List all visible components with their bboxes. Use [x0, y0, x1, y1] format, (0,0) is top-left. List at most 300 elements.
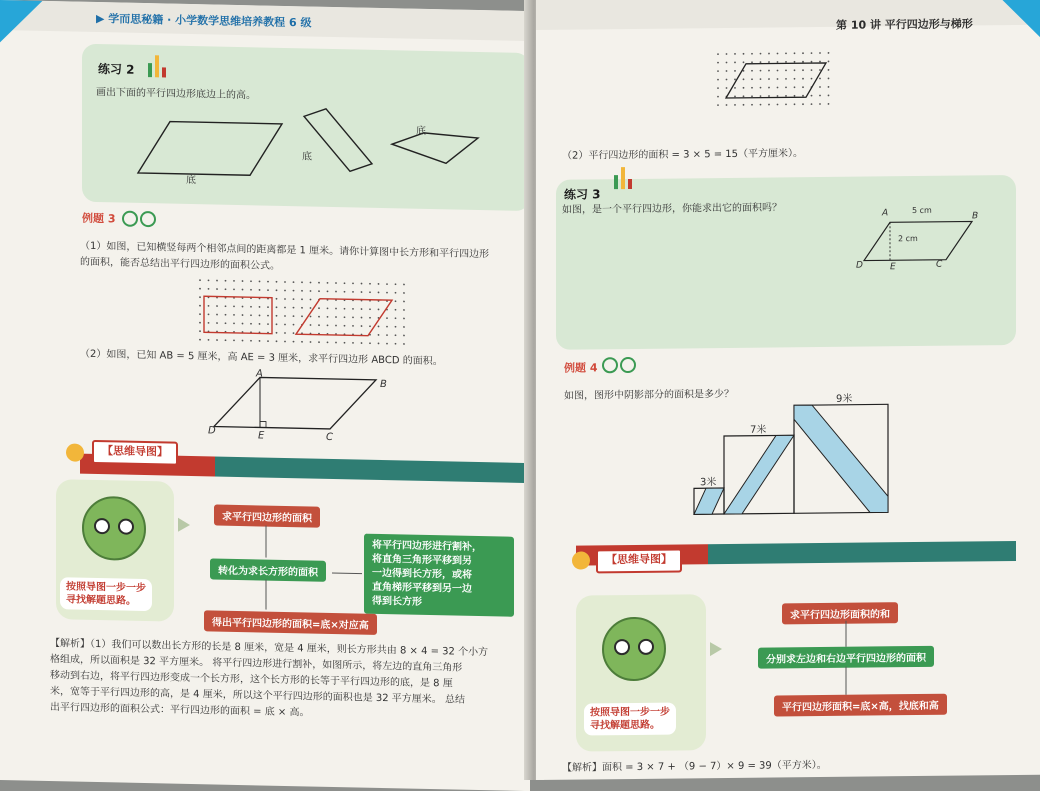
grid-dot [352, 325, 354, 327]
grid-dot [794, 52, 796, 54]
grid-dot [777, 78, 779, 80]
grid-dot [369, 342, 371, 344]
glasses-icon [122, 211, 156, 226]
grid-dot [403, 343, 405, 345]
grid-dot [811, 52, 813, 54]
grid-dot [284, 324, 286, 326]
grid-dot [361, 342, 363, 344]
rectangle-shape [204, 296, 272, 333]
grid-dot [802, 61, 804, 63]
grid-dot [284, 341, 286, 343]
grid-dot [403, 309, 405, 311]
grid-dot [378, 309, 380, 311]
dim-3m: 3米 [700, 477, 717, 489]
grid-dot [743, 61, 745, 63]
grid-dot [785, 52, 787, 54]
grid-dot [378, 283, 380, 285]
analysis-line-4: 米，宽等于平行四边形的高，是 4 厘米，所以这个平行四边形的面积也是 32 平方厘米。 总结 [50, 686, 465, 706]
grid-dot [233, 305, 235, 307]
grid-dot [743, 78, 745, 80]
grid-dot [259, 306, 261, 308]
grid-dot [395, 326, 397, 328]
grid-dot [768, 78, 770, 80]
analysis-line-5: 出平行四边形的面积公式：平行四边形的面积 = 底 × 高。 [50, 702, 310, 719]
grid-dot [242, 314, 244, 316]
grid-dot [335, 308, 337, 310]
grid-dot [403, 318, 405, 320]
grid-dot [276, 298, 278, 300]
grid-dot [242, 323, 244, 325]
grid-dot [352, 291, 354, 293]
grid-dot [785, 95, 787, 97]
cut-paste-line: 将平行四边形进行割补， [372, 539, 482, 554]
grid-dot [293, 315, 295, 317]
practice2-prompt: 画出下面的平行四边形底边上的高。 [96, 87, 256, 102]
grid-dot [225, 305, 227, 307]
mindmap-box-convert: 转化为求长方形的面积 [210, 558, 326, 581]
grid-dot [216, 288, 218, 290]
grid-dot [819, 61, 821, 63]
arrow-right-icon [178, 518, 190, 532]
grid-dot [276, 315, 278, 317]
grid-dot [267, 281, 269, 283]
grid-dot [794, 78, 796, 80]
grid-dot [327, 307, 329, 309]
grid-dot [293, 290, 295, 292]
glasses-icon [602, 357, 636, 371]
grid-dot [344, 325, 346, 327]
grid-dot [242, 340, 244, 342]
grid-dot [811, 78, 813, 80]
grid-dot [233, 280, 235, 282]
example3-label: 例题 3 [82, 211, 116, 226]
point-B: B [380, 378, 387, 391]
grid-dot [768, 87, 770, 89]
grid-dot [386, 334, 388, 336]
grid-dot [267, 340, 269, 342]
grid-dot [768, 61, 770, 63]
grid-dot [819, 52, 821, 54]
grid-dot [369, 325, 371, 327]
p3-point-B: B [972, 211, 979, 222]
grid-dot [318, 290, 320, 292]
base-label-3: 底 [416, 125, 426, 137]
grid-dot [199, 330, 201, 332]
grid-dot [726, 87, 728, 89]
grid-dot [344, 282, 346, 284]
analysis-line-1: 【解析】（1）我们可以数出长方形的长是 8 厘米，宽是 4 厘米，则长方形共由 8 × 4 = 32 个小方 [50, 638, 489, 659]
guide-line-1: 按照导图一步一步 [66, 581, 146, 595]
grid-dot [225, 280, 227, 282]
grid-dot [242, 306, 244, 308]
grid-dot [768, 70, 770, 72]
grid-dot [717, 62, 719, 64]
grid-dot [199, 288, 201, 290]
dinosaur-mascot [602, 617, 666, 682]
grid-dot [751, 87, 753, 89]
grid-dot [242, 280, 244, 282]
grid-dot [794, 103, 796, 105]
dim-7m: 7米 [750, 424, 767, 436]
grid-dot [199, 279, 201, 281]
grid-dot [318, 282, 320, 284]
grid-dot [751, 70, 753, 72]
grid-dot [726, 104, 728, 106]
grid-dot [301, 341, 303, 343]
grid-dot [785, 61, 787, 63]
grid-dot [760, 70, 762, 72]
grid-dot [726, 70, 728, 72]
right-page-header: 第 10 讲 平行四边形与梯形 [836, 17, 973, 32]
grid-dot [352, 282, 354, 284]
grid-dot [267, 306, 269, 308]
grid-dot [225, 288, 227, 290]
grid-dot [828, 78, 830, 80]
grid-dot [301, 315, 303, 317]
grid-dot [216, 339, 218, 341]
grid-dot [335, 316, 337, 318]
grid-dot [751, 95, 753, 97]
dot-grid-figure [196, 276, 416, 347]
grid-dot [259, 281, 261, 283]
grid-dot [335, 342, 337, 344]
grid-dot [225, 314, 227, 316]
grid-dot [225, 322, 227, 324]
bar-chart-icon [614, 165, 638, 189]
grid-dot [395, 317, 397, 319]
grid-dot [760, 61, 762, 63]
dinosaur-mascot [82, 496, 146, 561]
cut-paste-line: 将直角三角形平移到另 [372, 553, 472, 567]
grid-dot [403, 326, 405, 328]
grid-dot [208, 305, 210, 307]
grid-dot [310, 324, 312, 326]
grid-dot [310, 316, 312, 318]
grid-dot [233, 314, 235, 316]
grid-dot [361, 317, 363, 319]
grid-dot [819, 103, 821, 105]
p3-point-D: D [856, 260, 863, 271]
grid-dot [199, 305, 201, 307]
grid-dot [768, 95, 770, 97]
grid-dot [794, 61, 796, 63]
grid-dot [276, 332, 278, 334]
right-analysis: 【解析】面积 = 3 × 7 + （9 − 7）× 9 = 39（平方米）。 [562, 759, 827, 774]
grid-dot [284, 298, 286, 300]
grid-dot [751, 61, 753, 63]
parallelogram-1 [138, 121, 282, 176]
dim-9m: 9米 [836, 393, 853, 405]
mindmap-connectors [840, 621, 860, 731]
cut-paste-line: 直角梯形平移到另一边 [372, 581, 472, 595]
grid-dot [310, 341, 312, 343]
height-label: 2 cm [898, 234, 918, 244]
grid-dot [284, 281, 286, 283]
grid-dot [250, 314, 252, 316]
grid-dot [233, 339, 235, 341]
grid-dot [276, 281, 278, 283]
grid-dot [327, 290, 329, 292]
grid-dot [250, 289, 252, 291]
example3-q1-line2: 的面积，能否总结出平行四边形的面积公式。 [80, 256, 280, 272]
grid-dot [361, 283, 363, 285]
grid-dot [819, 78, 821, 80]
grid-dot [267, 289, 269, 291]
lightbulb-icon [66, 443, 84, 461]
left-page-header: ▶ 学而思秘籍 · 小学数学思维培养教程 6 级 [96, 12, 312, 30]
grid-dot [734, 87, 736, 89]
grid-dot [327, 316, 329, 318]
grid-dot [250, 323, 252, 325]
mascot-eye [118, 518, 134, 534]
grid-dot [717, 70, 719, 72]
grid-dot [208, 288, 210, 290]
grid-dot [242, 289, 244, 291]
grid-dot [751, 104, 753, 106]
grid-dot [310, 307, 312, 309]
grid-dot [785, 78, 787, 80]
grid-dot [734, 79, 736, 81]
grid-dot [259, 340, 261, 342]
grid-dot [301, 307, 303, 309]
grid-dot [726, 79, 728, 81]
grid-dot [310, 282, 312, 284]
grid-dot [293, 324, 295, 326]
point-D: D [208, 425, 216, 437]
grid-dot [777, 87, 779, 89]
grid-dot [335, 325, 337, 327]
grid-dot [284, 315, 286, 317]
grid-dot [811, 103, 813, 105]
parallelogram-2 [304, 108, 372, 171]
abcd-parallelogram [206, 368, 396, 442]
grid-dot [403, 301, 405, 303]
grid-dot [802, 69, 804, 71]
dot-grid-parallelogram [716, 51, 836, 112]
grid-dot [386, 283, 388, 285]
grid-dot [828, 52, 830, 54]
base-label-1: 底 [186, 174, 196, 187]
grid-dot [361, 308, 363, 310]
grid-dot [293, 332, 295, 334]
mindmap-box-sum: 求平行四边形面积的和 [782, 602, 898, 624]
analysis-line-3: 移动到右边，将平行四边形变成一个长方形，这个长方形的长等于平行四边形的底，是 8 厘 [50, 670, 453, 690]
grid-dot [259, 289, 261, 291]
grid-dot [802, 52, 804, 54]
grid-dot [794, 86, 796, 88]
grid-dot [369, 291, 371, 293]
point-E: E [258, 430, 265, 442]
grid-dot [768, 104, 770, 106]
grid-dot [726, 62, 728, 64]
grid-dot [777, 61, 779, 63]
grid-dot [777, 95, 779, 97]
grid-dot [216, 314, 218, 316]
grid-dot [386, 292, 388, 294]
grid-dot [802, 95, 804, 97]
grid-dot [250, 280, 252, 282]
grid-dot [819, 86, 821, 88]
grid-dot [216, 280, 218, 282]
p3-point-C: C [936, 259, 943, 270]
point-A: A [256, 368, 263, 380]
grid-dot [276, 289, 278, 291]
grid-dot [293, 281, 295, 283]
practice3-parallelogram [860, 217, 990, 268]
grid-dot [403, 292, 405, 294]
grid-dot [327, 282, 329, 284]
grid-dot [734, 62, 736, 64]
grid-dot [301, 290, 303, 292]
grid-dot [717, 87, 719, 89]
grid-dot [276, 323, 278, 325]
grid-dot [395, 283, 397, 285]
p3-point-A: A [882, 208, 889, 219]
mindmap-box-find-area: 求平行四边形的面积 [214, 504, 320, 527]
grid-dot [284, 290, 286, 292]
point-C: C [326, 431, 333, 443]
top-length-label: 5 cm [912, 205, 932, 216]
grid-dot [751, 53, 753, 55]
grid-dot [233, 322, 235, 324]
grid-dot [828, 61, 830, 63]
grid-dot [395, 334, 397, 336]
grid-dot [760, 104, 762, 106]
grid-dot [267, 315, 269, 317]
grid-dot [785, 69, 787, 71]
guide-line-2: 寻找解题思路。 [590, 719, 660, 732]
mindmap-box-split: 分别求左边和右边平行四边形的面积 [758, 646, 934, 669]
grid-dot [352, 316, 354, 318]
grid-dot [318, 324, 320, 326]
grid-dot [352, 342, 354, 344]
example4-prompt: 如图，图形中阴影部分的面积是多少？ [564, 388, 734, 402]
grid-dot [327, 341, 329, 343]
grid-dot [768, 53, 770, 55]
grid-dot [726, 53, 728, 55]
example4-label: 例题 4 [564, 361, 598, 375]
grid-dot [717, 96, 719, 98]
grid-dot [369, 317, 371, 319]
grid-dot [777, 53, 779, 55]
grid-dot [395, 292, 397, 294]
grid-dot [717, 53, 719, 55]
analysis-line-2: 格组成，所以面积是 32 平方厘米。 将平行四边形进行割补，如图所示，将左边的直角三角形 [50, 654, 463, 674]
grid-dot [717, 104, 719, 106]
grid-dot [760, 53, 762, 55]
cut-paste-line: 一边得到长方形，或将 [372, 567, 472, 581]
grid-dot [734, 70, 736, 72]
grid-dot [344, 316, 346, 318]
grid-dot [395, 309, 397, 311]
grid-dot [327, 324, 329, 326]
grid-dot [378, 292, 380, 294]
cut-paste-line: 得到长方形 [372, 595, 422, 608]
example3-q2: （2）如图，已知 AB = 5 厘米，高 AE = 3 厘米，求平行四边形 ABCD 的面积。 [80, 348, 443, 368]
grid-dot [743, 87, 745, 89]
grid-dot [386, 343, 388, 345]
grid-dot [335, 282, 337, 284]
grid-dot [301, 298, 303, 300]
grid-dot [276, 306, 278, 308]
grid-dot [199, 339, 201, 341]
grid-dot [802, 78, 804, 80]
grid-dot [811, 69, 813, 71]
grid-dot [828, 69, 830, 71]
example3-q1-line1: （1）如图，已知横竖每两个相邻点间的距离都是 1 厘米。请你计算图中长方形和平行四边形 [80, 240, 490, 261]
grid-dot [361, 325, 363, 327]
grid-dot [344, 342, 346, 344]
grid-dot [378, 334, 380, 336]
grid-dot [794, 95, 796, 97]
mindmap-box-base-height: 平行四边形面积=底×高，找底和高 [774, 694, 947, 717]
grid-dot [310, 299, 312, 301]
mindmap-title: 【思维导图】 [92, 440, 178, 466]
grid-dot [344, 308, 346, 310]
grid-dot [734, 96, 736, 98]
grid-dot [777, 70, 779, 72]
grid-dot [369, 308, 371, 310]
grid-dot [216, 305, 218, 307]
grid-dot [284, 332, 286, 334]
practice3-label: 练习 3 [564, 187, 601, 202]
lightbulb-icon [572, 551, 590, 569]
grid-dot [386, 326, 388, 328]
grid-dot [293, 298, 295, 300]
base-label-2: 底 [302, 151, 312, 163]
grid-dot [794, 69, 796, 71]
grid-dot [318, 316, 320, 318]
grid-dot [743, 104, 745, 106]
arrow-right-icon [710, 642, 722, 656]
grid-dot [352, 308, 354, 310]
grid-dot [361, 291, 363, 293]
grid-dot [276, 340, 278, 342]
grid-dot [216, 322, 218, 324]
grid-dot [802, 86, 804, 88]
grid-dot [267, 323, 269, 325]
grid-dot [225, 339, 227, 341]
grid-dot [395, 343, 397, 345]
grid-dot [208, 339, 210, 341]
guide-line-1: 按照导图一步一步 [590, 706, 670, 719]
grid-dot [259, 323, 261, 325]
grid-dot [259, 315, 261, 317]
grid-dot [310, 290, 312, 292]
guide-line-2: 寻找解题思路。 [66, 594, 136, 607]
mascot-eye [94, 518, 110, 534]
grid-dot [811, 61, 813, 63]
practice2-label: 练习 2 [98, 62, 135, 77]
grid-dot [785, 103, 787, 105]
grid-dot [284, 307, 286, 309]
right-page [536, 0, 1040, 780]
grid-dot [828, 103, 830, 105]
grid-dot [293, 341, 295, 343]
bar-chart-icon [148, 53, 172, 78]
grid-dot [250, 306, 252, 308]
practice3-prompt: 如图，是一个平行四边形，你能求出它的面积吗？ [562, 202, 782, 216]
shaded-figure [690, 400, 900, 532]
grid-dot [734, 104, 736, 106]
mindmap-box-formula: 得出平行四边形的面积=底×对应高 [204, 610, 377, 635]
parallelogram-3 [392, 132, 478, 164]
grid-dot [378, 343, 380, 345]
grid-dot [318, 307, 320, 309]
grid-dot [802, 103, 804, 105]
grid-dot [819, 95, 821, 97]
grid-dot [301, 281, 303, 283]
